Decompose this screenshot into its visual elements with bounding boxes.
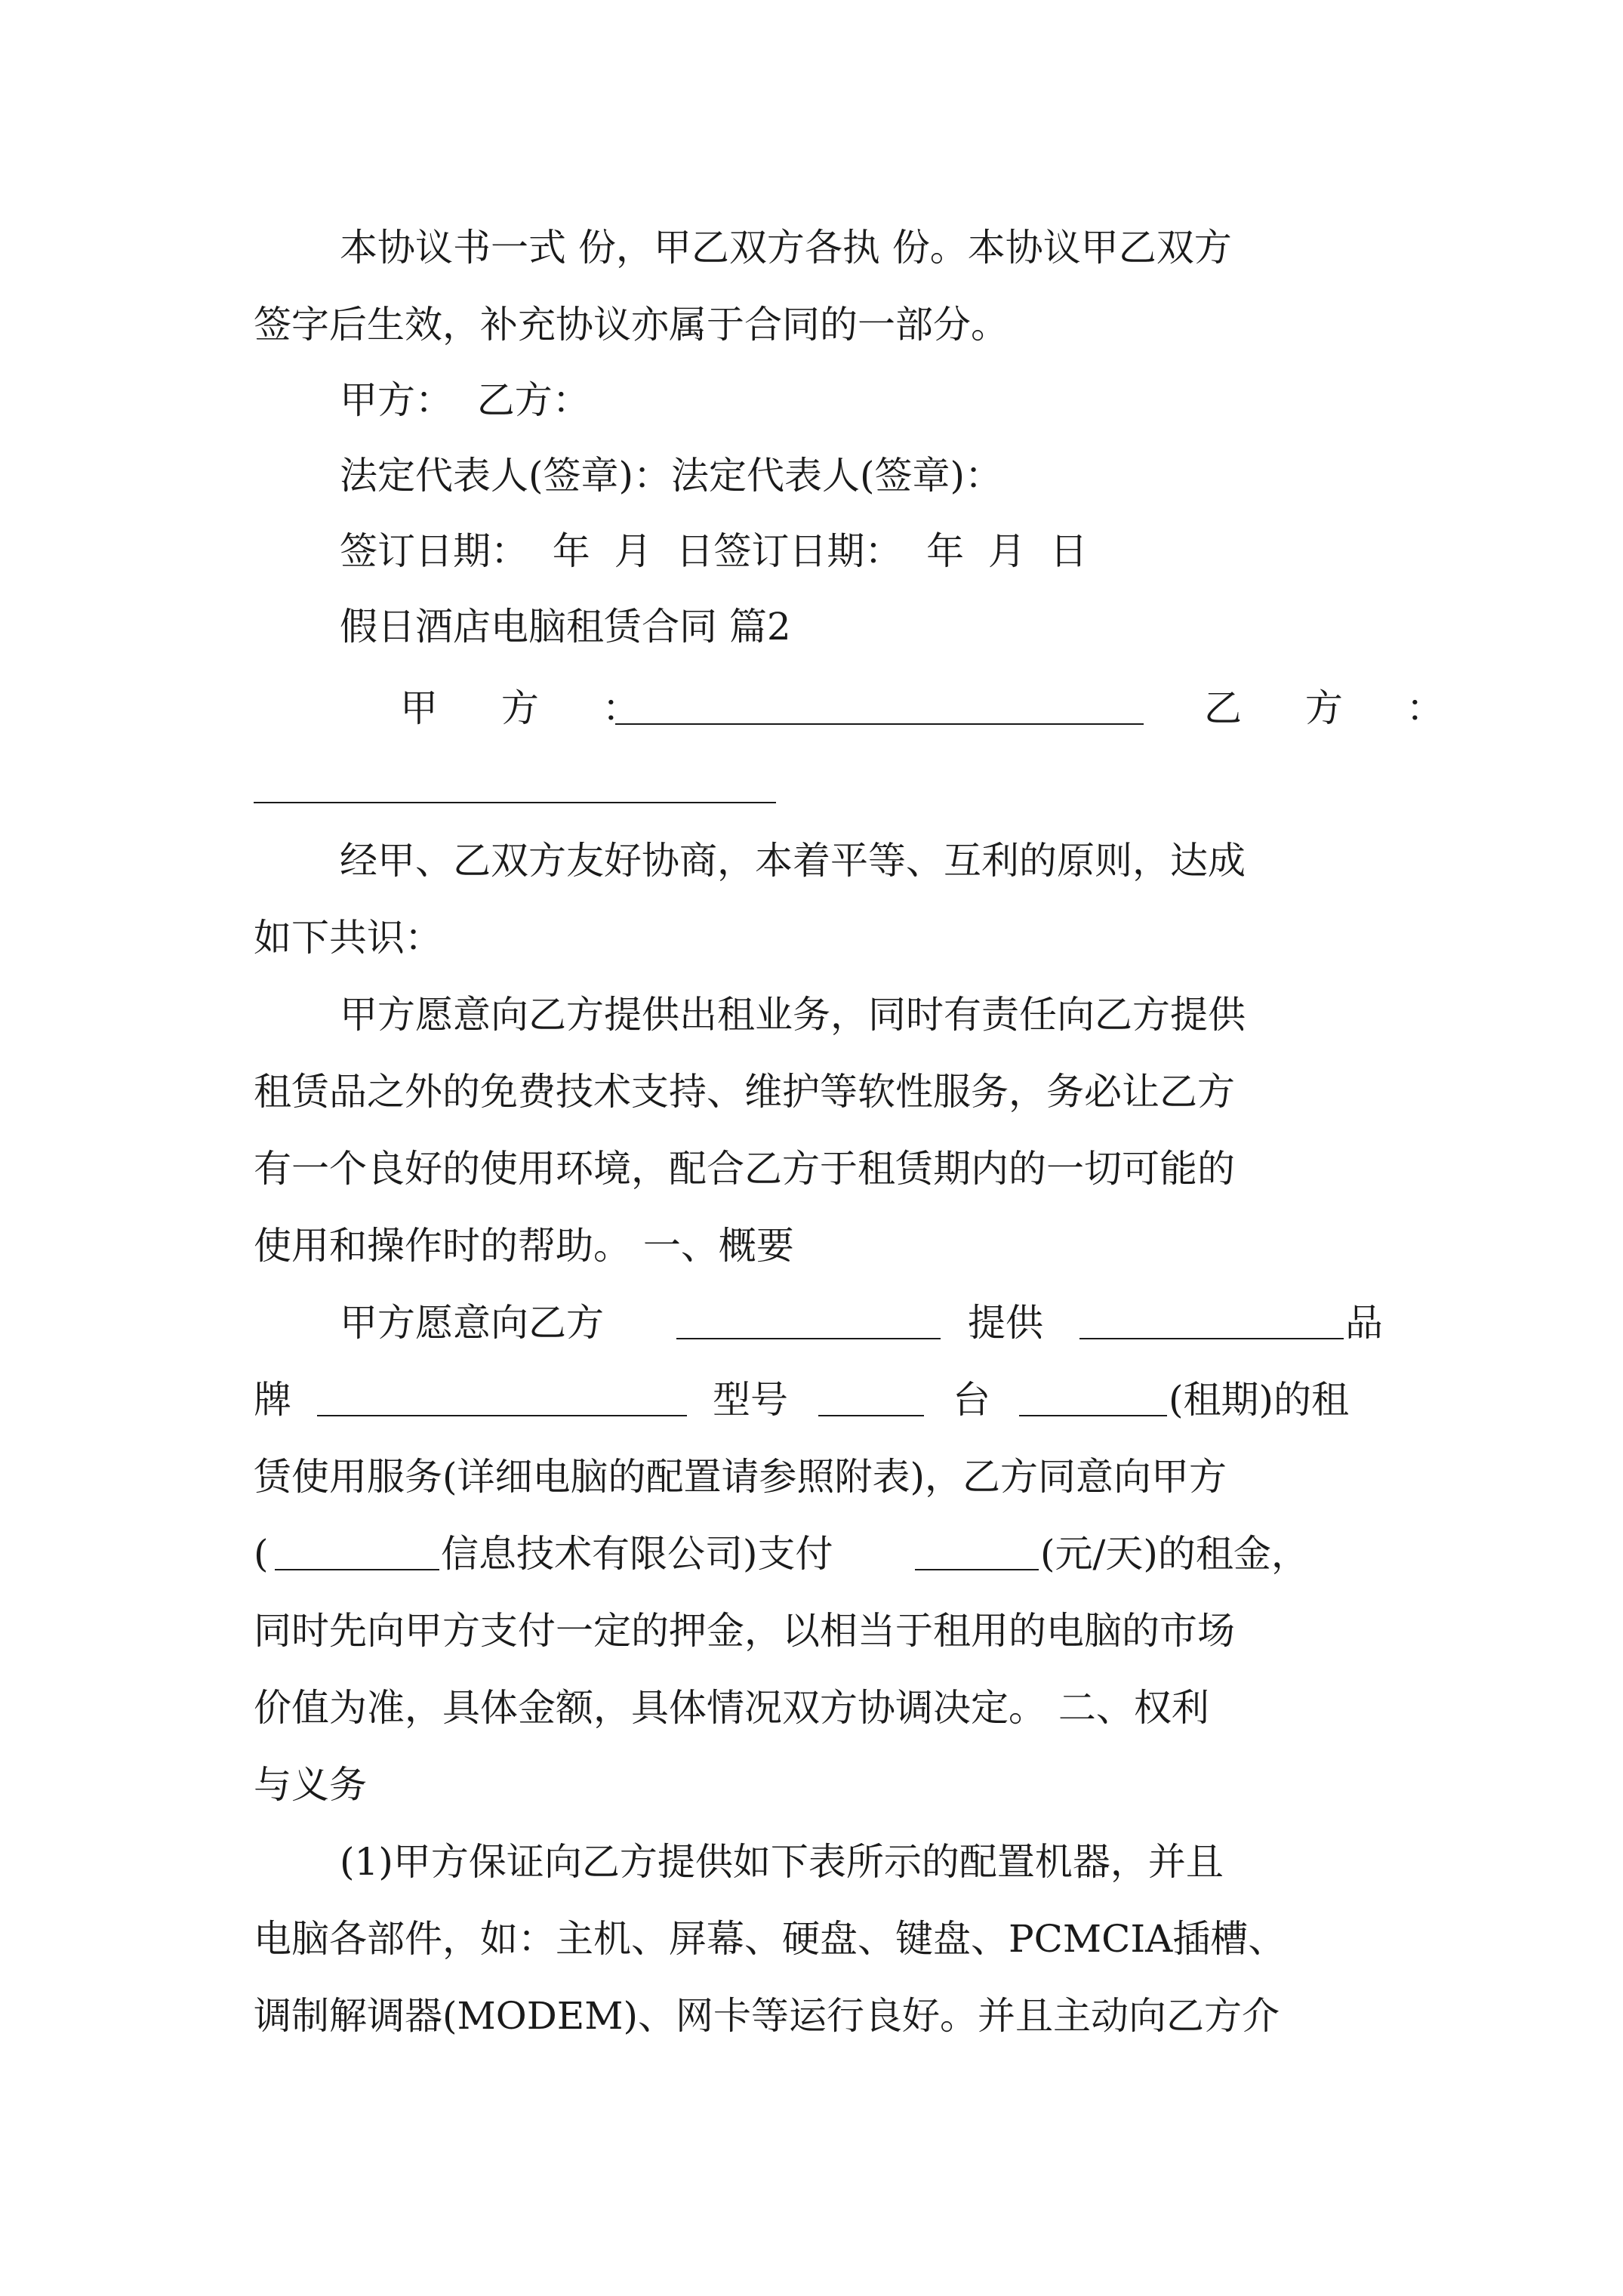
signature-line: 法定代表人(签章)：法定代表人(签章)： [340,454,1003,498]
fill-text: 提供 [968,1301,1043,1345]
fill-text: 信息技术有限公司)支付 [441,1532,833,1576]
date-line: 签订日期： 年 月 日签订日期： 年 月 日 [340,529,1088,573]
paragraph-line: 使用和操作时的帮助。 一、概要 [254,1224,794,1268]
paragraph-line: 赁使用服务(详细电脑的配置请参照附表)，乙方同意向甲方 [254,1455,1227,1499]
paragraph-line: 同时先向甲方支付一定的押金，以相当于租用的电脑的市场 [254,1609,1235,1653]
fill-text: 品 [1345,1301,1383,1345]
paragraph-line: 经甲、乙双方友好协商，本着平等、互利的原则，达成 [340,839,1246,883]
paragraph-line: 如下共识： [254,916,442,960]
paragraph-line: 电脑各部件，如：主机、屏幕、硬盘、键盘、PCMCIA插槽、 [254,1917,1286,1961]
fill-blank [1079,1338,1344,1339]
section-title: 假日酒店电脑租赁合同 篇2 [340,605,791,649]
fill-text: (租期)的租 [1169,1378,1350,1422]
paragraph-line: 甲方愿意向乙方提供出租业务，同时有责任向乙方提供 [340,993,1246,1037]
paragraph-line: 价值为准，具体金额，具体情况双方协调决定。 二、权利 [254,1686,1209,1730]
paragraph-line: 与义务 [254,1763,367,1807]
paragraph-line: (1)甲方保证向乙方提供如下表所示的配置机器，并且 [340,1840,1224,1884]
fill-blank [818,1415,924,1416]
fill-text: 牌 [254,1378,291,1422]
fill-blank [275,1569,439,1570]
paragraph-line: 调制解调器(MODEM)、网卡等运行良好。并且主动向乙方介 [254,1994,1280,2038]
fill-text: 型号 [713,1378,788,1422]
party-b-blank [254,802,776,803]
fill-text: 台 [953,1378,990,1422]
paragraph-line: 租赁品之外的免费技术支持、维护等软性服务，务必让乙方 [254,1070,1235,1114]
fill-blank [1019,1415,1167,1416]
paragraph-line: 本协议书一式 份，甲乙双方各执 份。本协议甲乙双方 [340,226,1232,270]
fill-text: 甲方愿意向乙方 [340,1301,604,1345]
party-b-label [1204,686,1470,731]
fill-blank [915,1569,1039,1570]
fill-blank [317,1415,687,1416]
party-b-text: 乙 方 ： [1204,686,1470,730]
party-a-blank [615,723,1144,725]
party-label-line: 甲方： 乙方： [340,378,590,422]
party-a-text: 甲 方 ： [400,686,666,730]
fill-blank [676,1338,941,1339]
fill-text: (元/天)的租金， [1040,1532,1309,1576]
paragraph-line: 有一个良好的使用环境，配合乙方于租赁期内的一切可能的 [254,1147,1235,1191]
paragraph-line: 签字后生效，补充协议亦属于合同的一部分。 [254,303,1009,347]
fill-text: ( [254,1532,269,1576]
